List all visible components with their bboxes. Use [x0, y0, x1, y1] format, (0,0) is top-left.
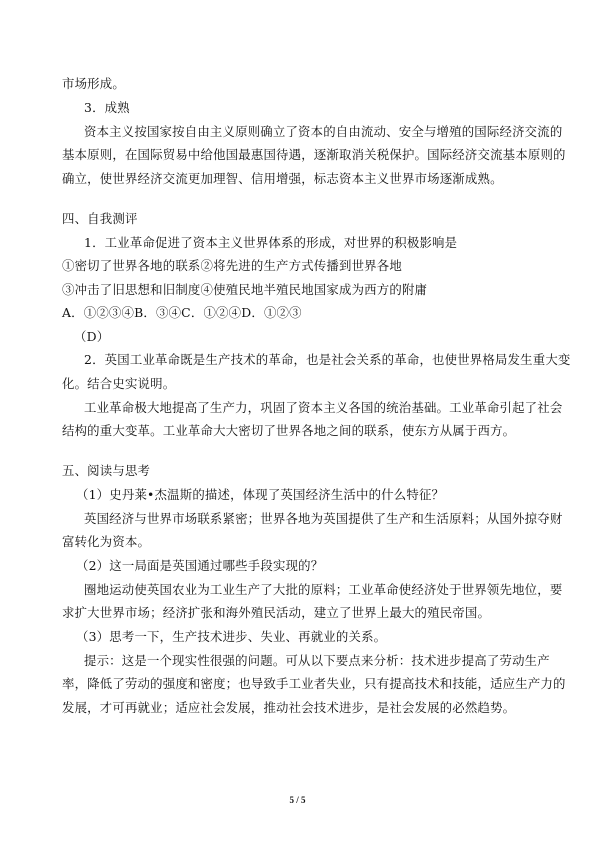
- question-line: （2）这一局面是英国通过哪些手段实现的？: [76, 558, 324, 573]
- question-line: （1）史丹莱•杰温斯的描述，体现了英国经济生活中的什么特征？: [76, 487, 445, 502]
- answer-line: 结构的重大变革。工业革命大大密切了世界各地之间的联系，使东方从属于西方。: [62, 423, 516, 438]
- question-line: 化。结合史实说明。: [62, 376, 176, 391]
- answer-line: 富转化为资本。: [62, 534, 151, 549]
- text-line: 确立，使世界经济交流更加理智、信用增强，标志资本主义世界市场逐渐成熟。: [62, 171, 503, 186]
- text-line: 资本主义按国家按自由主义原则确立了资本的自由流动、安全与增殖的国际经济交流的: [84, 124, 563, 139]
- question-line: 1．工业革命促进了资本主义世界体系的形成，对世界的积极影响是: [84, 235, 458, 250]
- question-line: （3）思考一下，生产技术进步、失业、再就业的关系。: [76, 629, 387, 644]
- choice-line: A．①②③④B．③④C．①②④D．①②③: [62, 305, 302, 320]
- option-line: ③冲击了旧思想和旧制度④使殖民地半殖民地国家成为西方的附庸: [62, 282, 428, 297]
- answer-line: 圈地运动使英国农业为工业生产了大批的原料；工业革命使经济处于世界领先地位，要: [84, 582, 563, 597]
- section-heading: 3．成熟: [84, 100, 130, 115]
- answer-line: 求扩大世界市场；经济扩张和海外殖民活动，建立了世界上最大的殖民帝国。: [62, 605, 491, 620]
- answer-line: 发展，才可再就业；适应社会发展，推动社会技术进步，是社会发展的必然趋势。: [62, 700, 516, 715]
- answer-line: 工业革命极大地提高了生产力，巩固了资本主义各国的统治基础。工业革命引起了社会: [84, 400, 563, 415]
- section-heading: 五、阅读与思考: [62, 463, 151, 478]
- text-line: 市场形成。: [62, 76, 125, 91]
- option-line: ①密切了世界各地的联系②将先进的生产方式传播到世界各地: [62, 258, 402, 273]
- answer-line: 英国经济与世界市场联系紧密；世界各地为英国提供了生产和生活原料；从国外掠夺财: [84, 511, 563, 526]
- text-line: 基本原则，在国际贸易中给他国最惠国待遇，逐渐取消关税保护。国际经济交流基本原则的: [62, 147, 566, 162]
- answer-line: （D）: [74, 329, 110, 344]
- section-heading: 四、自我测评: [62, 211, 138, 226]
- page-number: 5 / 5: [289, 795, 306, 805]
- answer-line: 率，降低了劳动的强度和密度；也导致手工业者失业，只有提高技术和技能，适应生产力的: [62, 676, 566, 691]
- question-line: 2．英国工业革命既是生产技术的革命，也是社会关系的革命，也使世界格局发生重大变: [84, 352, 571, 367]
- answer-line: 提示：这是一个现实性很强的问题。可从以下要点来分析：技术进步提高了劳动生产: [84, 653, 550, 668]
